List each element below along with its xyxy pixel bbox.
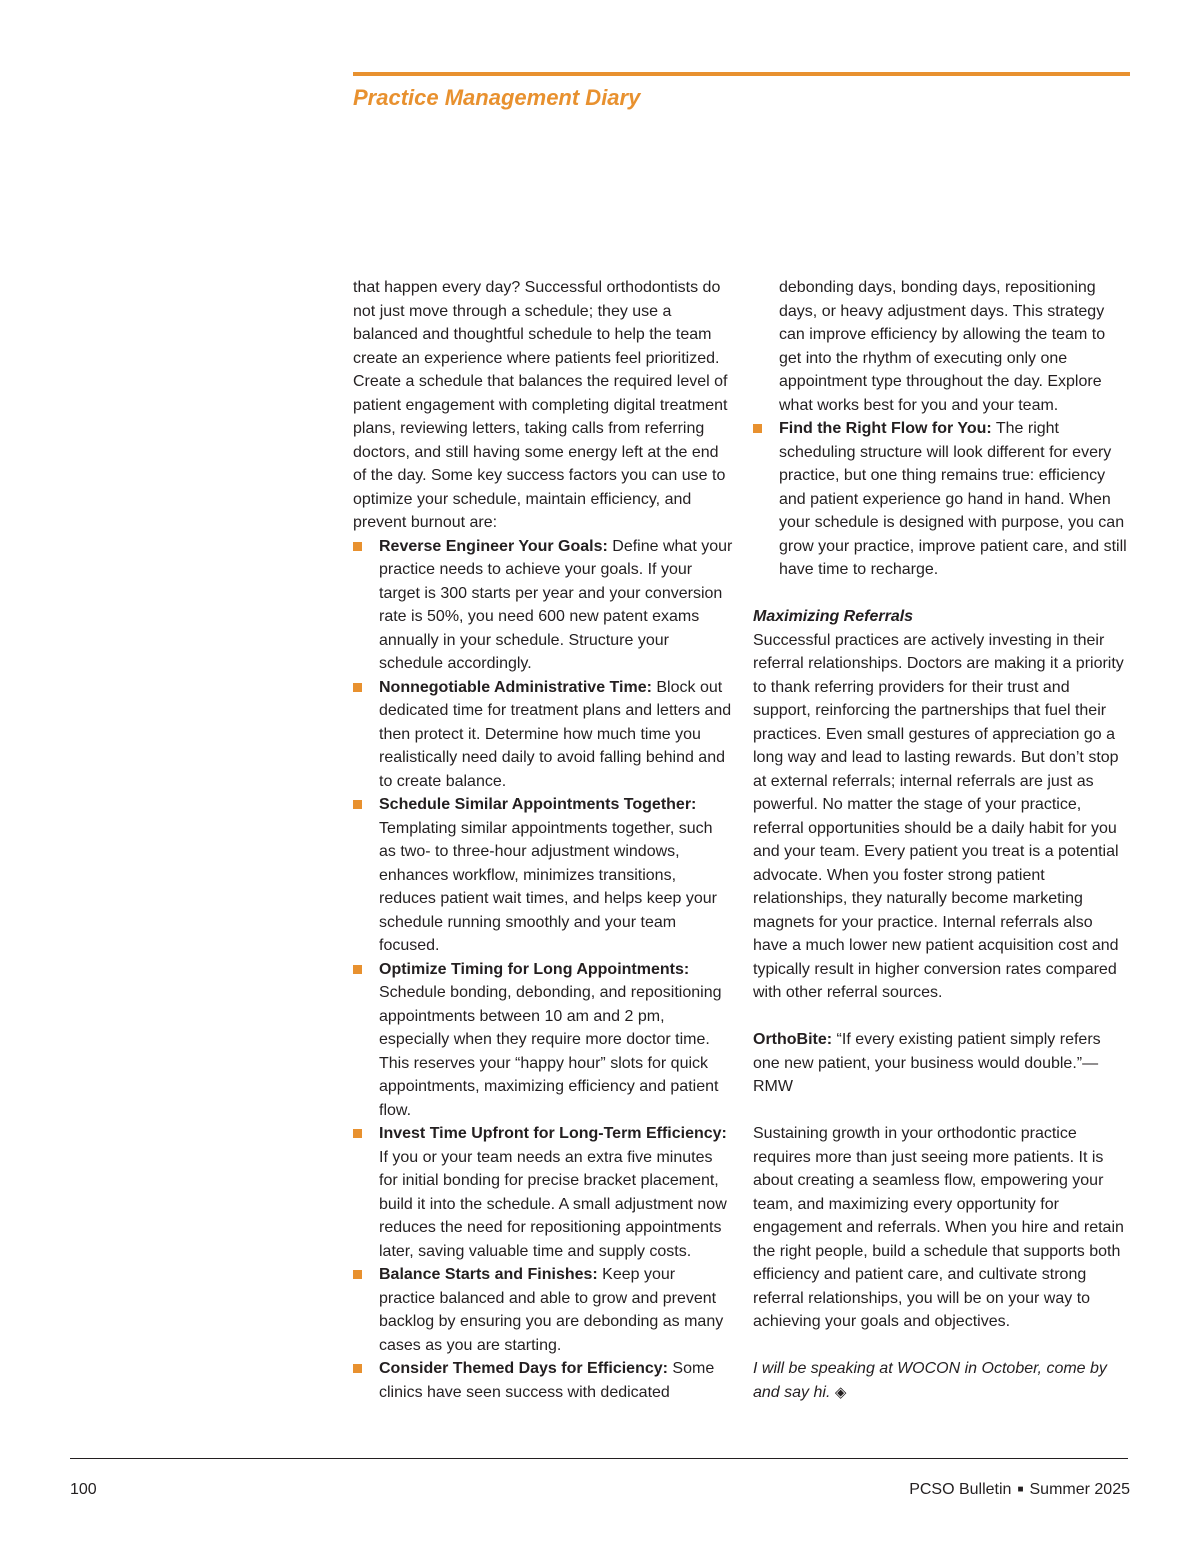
list-item — [353, 793, 733, 958]
footer-rule — [70, 1458, 1128, 1459]
list-item-title: Find the Right Flow for You: — [779, 420, 992, 437]
subheading-maximizing-referrals: Maximizing Referrals — [753, 608, 914, 625]
intro-paragraph: that happen every day? Successful orthodontists do not just move through a schedule; they use a balanced and thoughtful schedule to help the team create an experience where patients feel prioritized. Create a schedule that balances the required level of patient engagement with completing digital treatment plans, reviewing letters, taking calls from referring doctors, and still having some energy left at the end of the day. Some key success factors you can use to optimize your schedule, maintain efficiency, and prevent burnout are: — [353, 279, 728, 531]
list-item-title: Optimize Timing for Long Appointments: — [379, 960, 690, 978]
issue-date: Summer 2025 — [1029, 1481, 1130, 1498]
page-number: 100 — [70, 1481, 97, 1498]
orthobite-quote — [753, 1028, 1131, 1099]
list-item — [753, 417, 1131, 582]
list-item-title: Invest Time Upfront for Long-Term Efficiency: — [379, 1125, 727, 1142]
list-item-text: Keep your practice balanced and able to grow and prevent backlog by ensuring you are debonding as many cases as you are starting. — [379, 1266, 724, 1354]
flow-list — [753, 417, 1131, 582]
list-item-text: Some clinics have seen success with dedicated — [379, 1360, 715, 1401]
referrals-paragraph: Successful practices are actively investing in their referral relationships. Doctors are making it a priority to thank referring providers for their trust and support, reinforcing the partnerships that fuel their practices. Even small gestures of appreciation go a long way and lead to lasting rewards. But don’t stop at external referrals; internal referrals are just as powerful. No matter the stage of your practice, referral opportunities should be a daily habit for you and your team. Every patient you treat is a potential advocate. When you foster strong patient relationships, they naturally become marketing magnets for your practice. Internal referrals also have a much lower new patient acquisition cost and typically result in higher conversion rates compared with other referral sources. — [753, 631, 1124, 1001]
header-rule — [353, 72, 1130, 76]
list-item-text: Define what your practice needs to achieve your goals. If your target is 300 starts per year and your conversion rate is 50%, you need 600 new patent exams annually in your schedule. Structure your schedule accordingly. — [379, 537, 733, 672]
list-item-text: The right scheduling structure will look different for every practice, but one thing remains true: efficiency and patient experience go hand in hand. When your schedule is designed with purpose, you can grow your practice, improve patient care, and still have time to recharge. — [779, 420, 1127, 578]
list-item-title: Reverse Engineer Your Goals: — [379, 537, 608, 555]
list-item-text: Templating similar appointments together, such as two- to three-hour adjustment windows, enhances workflow, minimizes transitions, reduces patient wait times, and helps keep your schedule running smoothly and your team focused. — [379, 819, 717, 954]
list-item-title: Consider Themed Days for Efficiency: — [379, 1360, 668, 1377]
list-item — [353, 1122, 733, 1263]
bullet-continuation: debonding days, bonding days, repositioning days, or heavy adjustment days. This strategy can improve efficiency by allowing the team to get into the rhythm of executing only one appointment type throughout the day. Explore what works best for you and your team. — [779, 279, 1106, 414]
list-item-text: Schedule bonding, debonding, and repositioning appointments between 10 am and 2 pm, especially when they require more doctor time. This reserves your “happy hour” slots for quick appointments, maximizing efficiency and patient flow. — [379, 984, 722, 1119]
left-column — [353, 276, 733, 1404]
closing-note-text: I will be speaking at WOCON in October, come by and say hi. — [753, 1360, 1107, 1401]
success-factors-list — [353, 535, 733, 1405]
list-item — [353, 676, 733, 794]
square-separator-icon: ■ — [1017, 1484, 1024, 1495]
section-title: Practice Management Diary — [353, 85, 641, 110]
end-mark-icon: ◈ — [834, 1383, 847, 1401]
list-item-text: If you or your team needs an extra five minutes for initial bonding for precise bracket placement, build it into the schedule. A small adjustment now reduces the need for repositioning appointments later, saving valuable time and supply costs. — [379, 1148, 727, 1260]
list-item-text: Block out dedicated time for treatment plans and letters and then protect it. Determine how much time you realistically need daily to avoid falling behind and to create balance. — [379, 678, 732, 790]
list-item — [353, 535, 733, 676]
footer-publication — [909, 1481, 1130, 1499]
list-item-title: Balance Starts and Finishes: — [379, 1266, 598, 1283]
list-item-title: Nonnegotiable Administrative Time: — [379, 678, 652, 696]
list-item — [353, 958, 733, 1123]
list-item-title: Schedule Similar Appointments Together: — [379, 796, 697, 813]
list-item — [353, 1263, 733, 1357]
right-column — [753, 276, 1131, 1404]
closing-paragraph: Sustaining growth in your orthodontic practice requires more than just seeing more patients. It is about creating a seamless flow, empowering your team, and maximizing every opportunity for engagement and referrals. When you hire and retain the right people, build a schedule that supports both efficiency and patient care, and cultivate strong referral relationships, you will be on your way to achieving your goals and objectives. — [753, 1125, 1124, 1330]
closing-note — [753, 1357, 1131, 1404]
list-item — [353, 1357, 733, 1404]
publication-name: PCSO Bulletin — [909, 1481, 1012, 1498]
orthobite-label: OrthoBite: — [753, 1031, 833, 1048]
orthobite-text: “If every existing patient simply refers one new patient, your business would double.”—RMW — [753, 1031, 1101, 1095]
